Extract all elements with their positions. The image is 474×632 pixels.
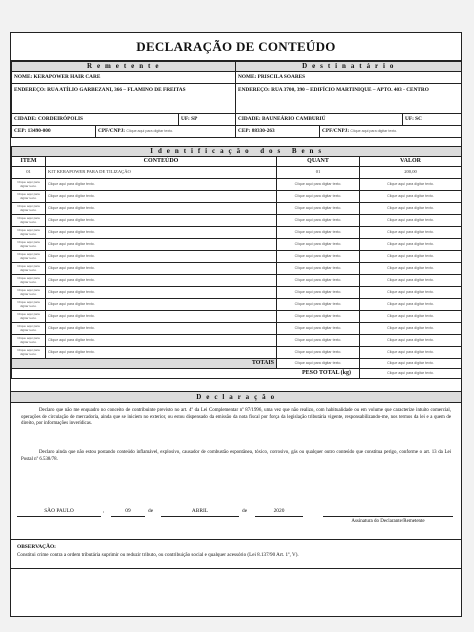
sender-uf-field[interactable] <box>179 114 236 126</box>
declaration-form <box>10 32 462 617</box>
sender-uf-value: SP <box>191 115 198 122</box>
recipient-cep-label: CEP: <box>238 127 251 134</box>
declaration-section <box>11 391 461 539</box>
sender-address-value: RUA ATÍLIO GARBEZANI, 366 – FLAMINO DE FREITAS <box>47 87 186 93</box>
recipient-header: D e s t i n a t á r i o <box>236 62 462 72</box>
declaration-paragraph-1: Declaro que não me enquadro no conceito de contribuinte previsto no art. 4º da Lei Complementar nº 87/1996, uma vez que não realizo, com habitualidade ou em volume que caracterize intuito comercial, operações de circulação de mercadoria, ainda que se iniciem no exterior, ou estou dispensado da emissão da nota fiscal por força da legislação tributária vigente, responsabilizando-me, nos termos da lei e a quem de direito, por informações inverídicas. <box>21 408 451 427</box>
row-qty-field[interactable]: Clique aqui para digitar texto. <box>277 179 360 191</box>
goods-rows <box>12 167 462 359</box>
recipient-name-field[interactable] <box>236 72 462 84</box>
totals-qty-field[interactable]: Clique aqui para digitar texto. <box>277 359 360 369</box>
row-qty-field[interactable]: Clique aqui para digitar texto. <box>277 335 360 347</box>
recipient-cpf-label: CPF/CNPJ: <box>322 127 350 134</box>
row-content-field[interactable]: Clique aqui para digitar texto. <box>46 347 277 359</box>
month-field[interactable]: ABRIL <box>161 508 239 517</box>
col-qty-header: QUANT <box>277 157 360 167</box>
sender-address-field[interactable] <box>12 84 236 114</box>
signature-line[interactable] <box>323 508 453 517</box>
recipient-city-field[interactable] <box>236 114 403 126</box>
col-content-header: CONTEÚDO <box>46 157 277 167</box>
row-content-field[interactable]: Clique aqui para digitar texto. <box>46 251 277 263</box>
row-qty-field[interactable]: Clique aqui para digitar texto. <box>277 311 360 323</box>
goods-row <box>12 203 462 215</box>
row-value-field[interactable]: Clique aqui para digitar texto. <box>360 179 462 191</box>
recipient-name-label: NOME: <box>238 73 257 80</box>
row-content-field[interactable]: Clique aqui para digitar texto. <box>46 179 277 191</box>
recipient-cep-field[interactable] <box>236 126 320 138</box>
row-item-field[interactable]: Clique aqui para digitar texto. <box>12 203 46 215</box>
row-value-field[interactable]: Clique aqui para digitar texto. <box>360 335 462 347</box>
row-value-field[interactable]: Clique aqui para digitar texto. <box>360 263 462 275</box>
goods-row <box>12 251 462 263</box>
goods-row <box>12 311 462 323</box>
row-item-field[interactable]: Clique aqui para digitar texto. <box>12 299 46 311</box>
row-content-field[interactable]: Clique aqui para digitar texto. <box>46 323 277 335</box>
signature-label: Assinatura do Declarante/Remetente <box>351 519 425 524</box>
goods-header: I d e n t i f i c a ç ã o d o s B e n s <box>12 147 462 157</box>
row-content-field[interactable]: Clique aqui para digitar texto. <box>46 299 277 311</box>
row-content-field[interactable]: Clique aqui para digitar texto. <box>46 263 277 275</box>
row-item-field[interactable]: Clique aqui para digitar texto. <box>12 239 46 251</box>
recipient-name-value: PRISCILA SOARES <box>257 73 306 80</box>
declaration-header: D e c l a r a ç ã o <box>11 392 461 403</box>
comma-separator: , <box>103 508 105 514</box>
row-content-field[interactable]: Clique aqui para digitar texto. <box>46 191 277 203</box>
row-item-field[interactable]: Clique aqui para digitar texto. <box>12 323 46 335</box>
observation-section <box>11 539 461 569</box>
sender-city-value: CORDEIRÓPOLIS <box>37 115 84 122</box>
row-qty-field[interactable]: Clique aqui para digitar texto. <box>277 251 360 263</box>
goods-row <box>12 239 462 251</box>
sender-uf-label: UF: <box>181 115 190 122</box>
row-qty-field[interactable]: 01 <box>277 167 360 179</box>
goods-row <box>12 299 462 311</box>
row-content-field[interactable]: Clique aqui para digitar texto. <box>46 203 277 215</box>
totals-value-field[interactable]: Clique aqui para digitar texto. <box>360 359 462 369</box>
sender-cep-field[interactable] <box>12 126 96 138</box>
row-item-field[interactable]: Clique aqui para digitar texto. <box>12 227 46 239</box>
goods-table <box>11 146 462 379</box>
recipient-uf-label: UF: <box>405 115 414 122</box>
sender-cep-label: CEP: <box>14 127 27 134</box>
row-content-field[interactable]: Clique aqui para digitar texto. <box>46 239 277 251</box>
row-qty-field[interactable]: Clique aqui para digitar texto. <box>277 287 360 299</box>
goods-row <box>12 179 462 191</box>
row-value-field[interactable]: Clique aqui para digitar texto. <box>360 347 462 359</box>
parties-table <box>11 61 462 138</box>
sender-city-label: CIDADE: <box>14 115 37 122</box>
row-value-field[interactable]: Clique aqui para digitar texto. <box>360 311 462 323</box>
recipient-cep-value: 88330-263 <box>251 127 275 134</box>
row-value-field[interactable]: Clique aqui para digitar texto. <box>360 287 462 299</box>
sender-cpf-field[interactable] <box>96 126 236 138</box>
row-value-field[interactable]: Clique aqui para digitar texto. <box>360 203 462 215</box>
recipient-cpf-placeholder: Clique aqui para digitar texto. <box>350 128 398 133</box>
row-qty-field[interactable]: Clique aqui para digitar texto. <box>277 239 360 251</box>
year-field[interactable]: 2020 <box>255 508 303 517</box>
row-qty-field[interactable]: Clique aqui para digitar texto. <box>277 323 360 335</box>
totals-label: TOTAIS <box>12 359 277 369</box>
goods-row <box>12 191 462 203</box>
row-qty-field[interactable]: Clique aqui para digitar texto. <box>277 227 360 239</box>
row-value-field[interactable]: Clique aqui para digitar texto. <box>360 299 462 311</box>
row-content-field[interactable]: Clique aqui para digitar texto. <box>46 227 277 239</box>
weight-label: PESO TOTAL (kg) <box>12 369 360 379</box>
goods-row <box>12 227 462 239</box>
row-content-field[interactable]: KIT KERAPOWER PARA DE TILIZAÇÃO <box>46 167 277 179</box>
goods-row <box>12 335 462 347</box>
sender-name-field[interactable] <box>12 72 236 84</box>
row-qty-field[interactable]: Clique aqui para digitar texto. <box>277 191 360 203</box>
row-item-field[interactable]: Clique aqui para digitar texto. <box>12 251 46 263</box>
row-qty-field[interactable]: Clique aqui para digitar texto. <box>277 275 360 287</box>
observation-text: Constitui crime contra a ordem tributária suprimir ou reduzir tributo, ou contribuição social e qualquer acessório (Lei 8.137/90 Art. 1º, V). <box>17 552 299 558</box>
sender-name-label: NOME: <box>14 73 33 80</box>
goods-row <box>12 275 462 287</box>
row-value-field[interactable]: Clique aqui para digitar texto. <box>360 215 462 227</box>
sender-cpf-placeholder: Clique aqui para digitar texto. <box>126 128 174 133</box>
sender-cpf-label: CPF/CNPJ: <box>98 127 126 134</box>
row-qty-field[interactable]: Clique aqui para digitar texto. <box>277 215 360 227</box>
recipient-address-value: RUA 3700, 390 – EDIFÍCIO MARTINIQUE – APTO. 403 - CENTRO <box>271 87 429 93</box>
recipient-uf-value: SC <box>415 115 422 122</box>
sender-city-field[interactable] <box>12 114 179 126</box>
weight-field[interactable]: Clique aqui para digitar texto. <box>360 369 462 379</box>
row-value-field[interactable]: 200,00 <box>360 167 462 179</box>
row-value-field[interactable]: Clique aqui para digitar texto. <box>360 191 462 203</box>
goods-row <box>12 263 462 275</box>
row-content-field[interactable]: Clique aqui para digitar texto. <box>46 287 277 299</box>
sender-address-label: ENDEREÇO: <box>14 87 46 93</box>
row-item-field[interactable]: Clique aqui para digitar texto. <box>12 215 46 227</box>
observation-label: OBSERVAÇÃO: <box>17 544 56 550</box>
de-separator-1: de <box>148 508 154 514</box>
sender-name-value: KERAPOWER HAIR CARE <box>33 73 101 80</box>
sender-cep-value: 13490-000 <box>27 127 51 134</box>
recipient-city-label: CIDADE: <box>238 115 261 122</box>
row-content-field[interactable]: Clique aqui para digitar texto. <box>46 275 277 287</box>
row-item-field[interactable]: Clique aqui para digitar texto. <box>12 191 46 203</box>
row-item-field[interactable]: Clique aqui para digitar texto. <box>12 263 46 275</box>
recipient-uf-field[interactable] <box>403 114 462 126</box>
goods-row <box>12 347 462 359</box>
row-item-field[interactable]: Clique aqui para digitar texto. <box>12 179 46 191</box>
recipient-address-field[interactable] <box>236 84 462 114</box>
goods-row <box>12 287 462 299</box>
row-value-field[interactable]: Clique aqui para digitar texto. <box>360 239 462 251</box>
de-separator-2: de <box>242 508 248 514</box>
row-qty-field[interactable]: Clique aqui para digitar texto. <box>277 299 360 311</box>
row-item-field[interactable]: Clique aqui para digitar texto. <box>12 347 46 359</box>
row-value-field[interactable]: Clique aqui para digitar texto. <box>360 251 462 263</box>
city-field[interactable]: SÃO PAULO <box>17 508 101 517</box>
row-content-field[interactable]: Clique aqui para digitar texto. <box>46 215 277 227</box>
col-value-header: VALOR <box>360 157 462 167</box>
declaration-paragraph-2: Declaro ainda que não estou postando conteúdo inflamável, explosivo, causador de combustão espontânea, tóxico, corrosivo, gás ou qualquer outro conteúdo que constitua perigo, conforme o art. 13 da Lei Postal nº 6.538/78. <box>21 450 451 462</box>
row-item-field[interactable]: Clique aqui para digitar texto. <box>12 335 46 347</box>
row-item-field[interactable]: Clique aqui para digitar texto. <box>12 311 46 323</box>
row-value-field[interactable]: Clique aqui para digitar texto. <box>360 323 462 335</box>
recipient-address-label: ENDEREÇO: <box>238 87 270 93</box>
col-item-header: ITEM <box>12 157 46 167</box>
row-content-field[interactable]: Clique aqui para digitar texto. <box>46 335 277 347</box>
goods-row <box>12 167 462 179</box>
day-field[interactable]: 09 <box>111 508 145 517</box>
row-qty-field[interactable]: Clique aqui para digitar texto. <box>277 263 360 275</box>
recipient-city-value: BAUNEÁRIO CAMBURIÚ <box>262 115 326 122</box>
page-title: DECLARAÇÃO DE CONTEÚDO <box>11 33 461 61</box>
recipient-cpf-field[interactable] <box>320 126 462 138</box>
row-qty-field[interactable]: Clique aqui para digitar texto. <box>277 203 360 215</box>
row-content-field[interactable]: Clique aqui para digitar texto. <box>46 311 277 323</box>
row-item-field[interactable]: Clique aqui para digitar texto. <box>12 287 46 299</box>
goods-row <box>12 215 462 227</box>
row-qty-field[interactable]: Clique aqui para digitar texto. <box>277 347 360 359</box>
row-item-field[interactable]: Clique aqui para digitar texto. <box>12 275 46 287</box>
goods-row <box>12 323 462 335</box>
row-value-field[interactable]: Clique aqui para digitar texto. <box>360 227 462 239</box>
row-item-field[interactable]: 01 <box>12 167 46 179</box>
sender-header: R e m e t e n t e <box>12 62 236 72</box>
row-value-field[interactable]: Clique aqui para digitar texto. <box>360 275 462 287</box>
